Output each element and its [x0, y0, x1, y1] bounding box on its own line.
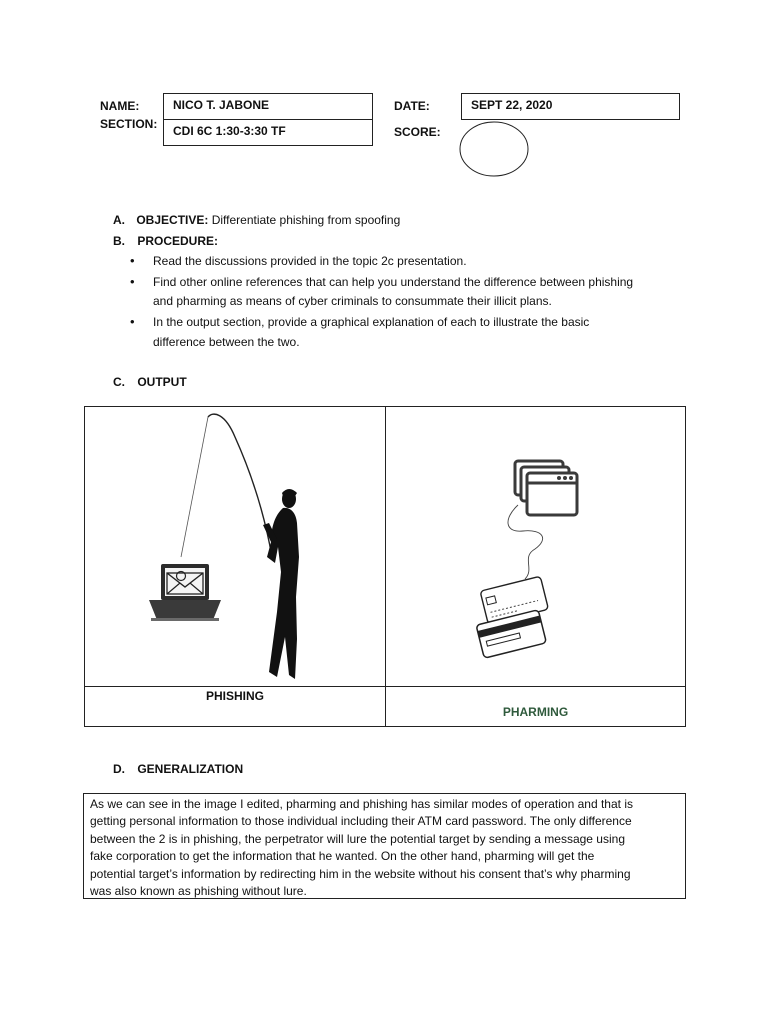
procedure-bullet-2-line-1: Find other online references that can help you understand the difference between phishing — [153, 275, 634, 289]
bullet-icon: • — [130, 314, 135, 329]
procedure-list — [130, 254, 690, 354]
bullet-icon: • — [130, 274, 135, 289]
objective-label: OBJECTIVE: — [136, 213, 209, 227]
credit-cards-icon — [476, 576, 548, 658]
section-field — [163, 119, 373, 146]
generalization-line-5: potential target’s information by redirecting him in the website without his consent that’s why pharming — [90, 866, 631, 881]
date-value: SEPT 22, 2020 — [471, 98, 553, 112]
name-label: NAME: — [100, 99, 140, 113]
generalization-box — [83, 793, 686, 899]
generalization-line-1: As we can see in the image I edited, pharming and phishing has similar modes of operation and that is — [90, 797, 633, 811]
browser-windows-icon — [515, 461, 577, 515]
generalization-line-3: between the 2 is in phishing, the perpetrator will lure the potential target by sending a message using — [90, 831, 625, 846]
phishing-caption: PHISHING — [205, 689, 264, 703]
name-value: NICO T. JABONE — [173, 98, 270, 112]
procedure-bullet-1: Read the discussions provided in the topic 2c presentation. — [153, 254, 467, 268]
generalization-marker: D. — [113, 762, 125, 776]
procedure-marker: B. — [113, 234, 125, 248]
generalization-line-6: was also known as phishing without lure. — [90, 884, 307, 899]
date-field — [461, 93, 680, 120]
name-field — [163, 93, 373, 120]
bullet-icon: • — [130, 253, 135, 268]
generalization-heading — [113, 762, 243, 776]
procedure-heading — [113, 234, 218, 248]
section-value: CDI 6C 1:30-3:30 TF — [173, 124, 286, 138]
output-heading — [113, 375, 187, 389]
procedure-bullet-3-line-2: difference between the two. — [153, 335, 300, 349]
generalization-label: GENERALIZATION — [137, 762, 244, 776]
score-circle — [457, 120, 531, 178]
fisherman-silhouette — [263, 489, 299, 679]
output-marker: C. — [113, 375, 125, 389]
pharming-illustration — [385, 407, 686, 686]
score-label: SCORE: — [394, 125, 441, 139]
generalization-line-4: fake corporation to get the information that he wanted. On the other hand, pharming will get the — [90, 849, 595, 864]
output-table — [84, 406, 686, 727]
objective-text: Differentiate phishing from spoofing — [211, 213, 401, 227]
section-label: SECTION: — [100, 117, 158, 131]
procedure-bullet-2-line-2: and pharming as means of cyber criminals to consummate their illicit plans. — [153, 294, 552, 308]
output-label: OUTPUT — [137, 375, 187, 389]
date-label: DATE: — [394, 99, 430, 113]
procedure-bullet-3-line-1: In the output section, provide a graphical explanation of each to illustrate the basic — [153, 315, 590, 329]
phishing-illustration — [85, 407, 385, 686]
objective-marker: A. — [113, 213, 125, 227]
generalization-line-2: getting personal information to those individual including their ATM card password. The only difference — [90, 814, 632, 829]
table-divider — [85, 686, 685, 687]
procedure-label: PROCEDURE: — [137, 234, 219, 248]
objective-row — [113, 213, 400, 227]
email-laptop-icon — [149, 564, 221, 621]
pharming-caption: PHARMING — [502, 705, 569, 719]
